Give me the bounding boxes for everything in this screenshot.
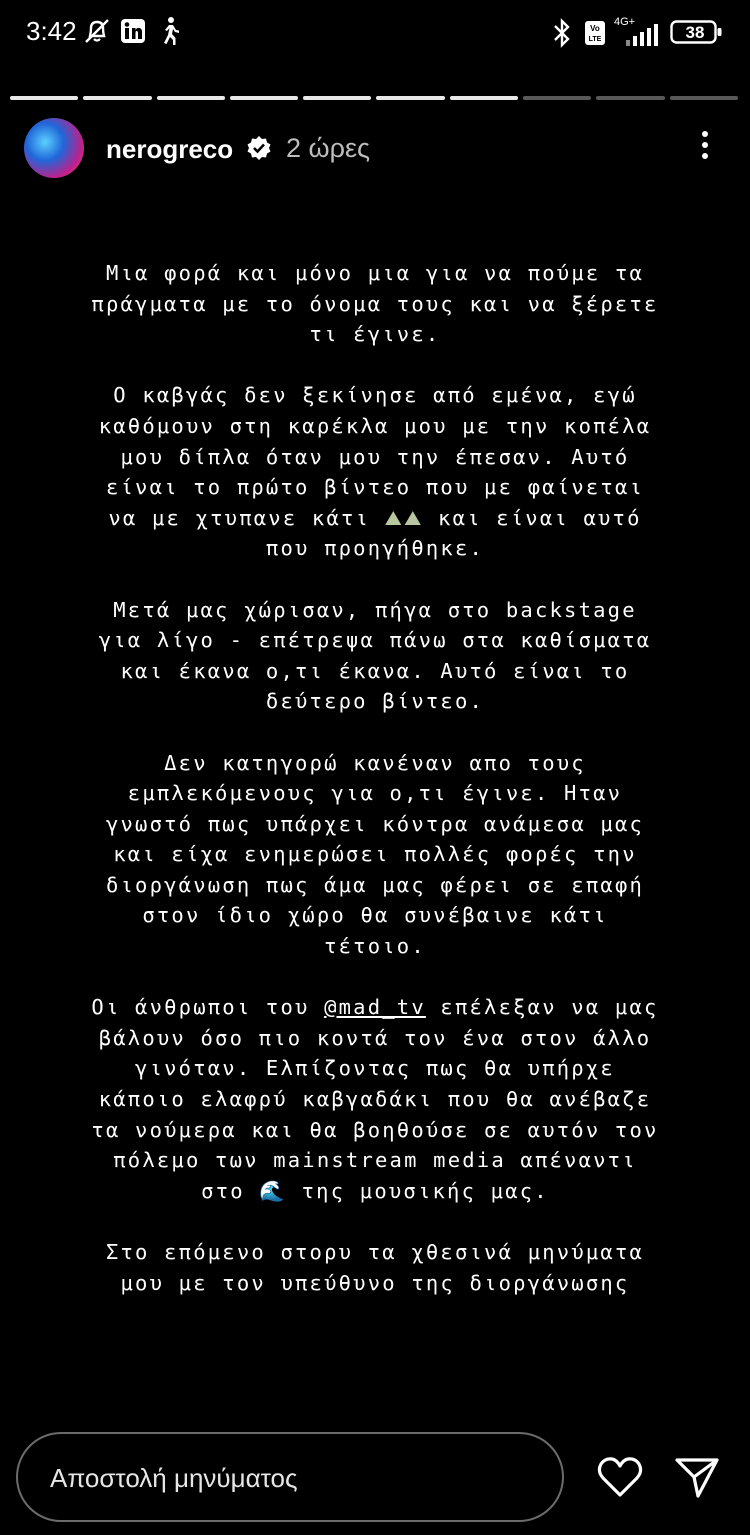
text-run: Ο καβγάς δεν ξεκίνησε από εμένα, εγώ καθόμουν στη καρέκλα μου με την κοπέλα μου δίπλα όταν μου την έπεσαν. Αυτό είναι το πρώτο βίντεο που με φαίνεται να με χτυπανε κάτι — [98, 383, 652, 530]
reply-bar[interactable] — [16, 1432, 564, 1522]
battery-level: 38 — [685, 23, 705, 42]
bluetooth-icon — [550, 18, 574, 48]
progress-segment — [83, 96, 151, 100]
story-paragraph — [40, 380, 710, 564]
signal-icon — [620, 22, 664, 48]
progress-segment — [450, 96, 518, 100]
story-paragraph: Δεν κατηγορώ κανέναν απο τους εμπλεκόμενους για ο,τι έγινε. Ηταν γνωστό πως υπάρχει κόντρα ανάμεσα μας και είχα ενημερώσει πολλές φορές την διοργάνωση πως άμα μας φέρει σε επαφή στον ίδιο χώρο θα συνέβαινε κάτι τέτοιο. — [105, 750, 645, 959]
svg-text:LTE: LTE — [588, 36, 602, 43]
text-run: επέλεξαν να μας βάλουν όσο πιο κοντά τον ένα στον άλλο γινόταν. Ελπίζοντας πως θα υπήρχε κάποιο ελαφρύ καβγαδάκι που θα ανέβαζε τα νούμερα και θα βοηθούσε σε αυτόν τον πόλεμο των mainstream media απέναντι στο — [91, 995, 659, 1203]
progress-segment — [523, 96, 591, 100]
send-icon[interactable] — [674, 1455, 720, 1499]
message-input[interactable] — [48, 1434, 532, 1522]
progress-segment — [303, 96, 371, 100]
svg-text:Vo: Vo — [590, 24, 600, 33]
text-run: και είναι αυτό που προηγήθηκε. — [265, 505, 642, 561]
avatar[interactable] — [24, 118, 84, 178]
progress-segment — [596, 96, 664, 100]
clock: 3:42 — [26, 16, 77, 46]
story-paragraph: Στο επόμενο στορυ τα χθεσινά μηνύματα μου με τον υπεύθυνο της διοργάνωσης — [105, 1240, 645, 1295]
heart-icon[interactable] — [596, 1455, 644, 1499]
wave-emoji: 🌊 — [259, 1178, 288, 1203]
story-progress-bar — [10, 96, 738, 100]
network-type: 4G+ — [614, 16, 636, 28]
mountain-emoji: ⛰⛰ — [384, 505, 424, 530]
progress-segment — [670, 96, 738, 100]
muted-notifications-icon — [82, 16, 112, 46]
story-paragraph: Μια φορά και μόνο μια για να πούμε τα πράγματα με το όνομα τους και να ξέρετε τι έγινε. — [91, 261, 659, 347]
status-bar — [0, 0, 750, 64]
story-paragraph — [40, 992, 710, 1206]
story-text — [40, 258, 710, 1329]
progress-segment — [157, 96, 225, 100]
progress-segment — [10, 96, 78, 100]
text-run: της μουσικής μας. — [287, 1178, 549, 1203]
text-run: Οι άνθρωποι του — [91, 995, 325, 1020]
post-time: 2 ώρες — [286, 133, 371, 163]
volte-icon — [584, 20, 606, 46]
story-paragraph: Μετά μας χώρισαν, πήγα στο backstage για λίγο - επέτρεψα πάνω στα καθίσματα και έκανα ο,τι έκανα. Αυτό είναι το δεύτερο βίντεο. — [98, 597, 652, 714]
progress-segment — [376, 96, 444, 100]
walking-icon — [156, 16, 182, 46]
progress-segment — [230, 96, 298, 100]
verified-badge-icon — [246, 135, 272, 161]
linkedin-icon — [120, 18, 146, 44]
mention-link[interactable]: @mad_tv — [324, 995, 426, 1020]
username[interactable]: nerogreco — [106, 134, 234, 164]
more-options-icon[interactable] — [692, 128, 718, 168]
